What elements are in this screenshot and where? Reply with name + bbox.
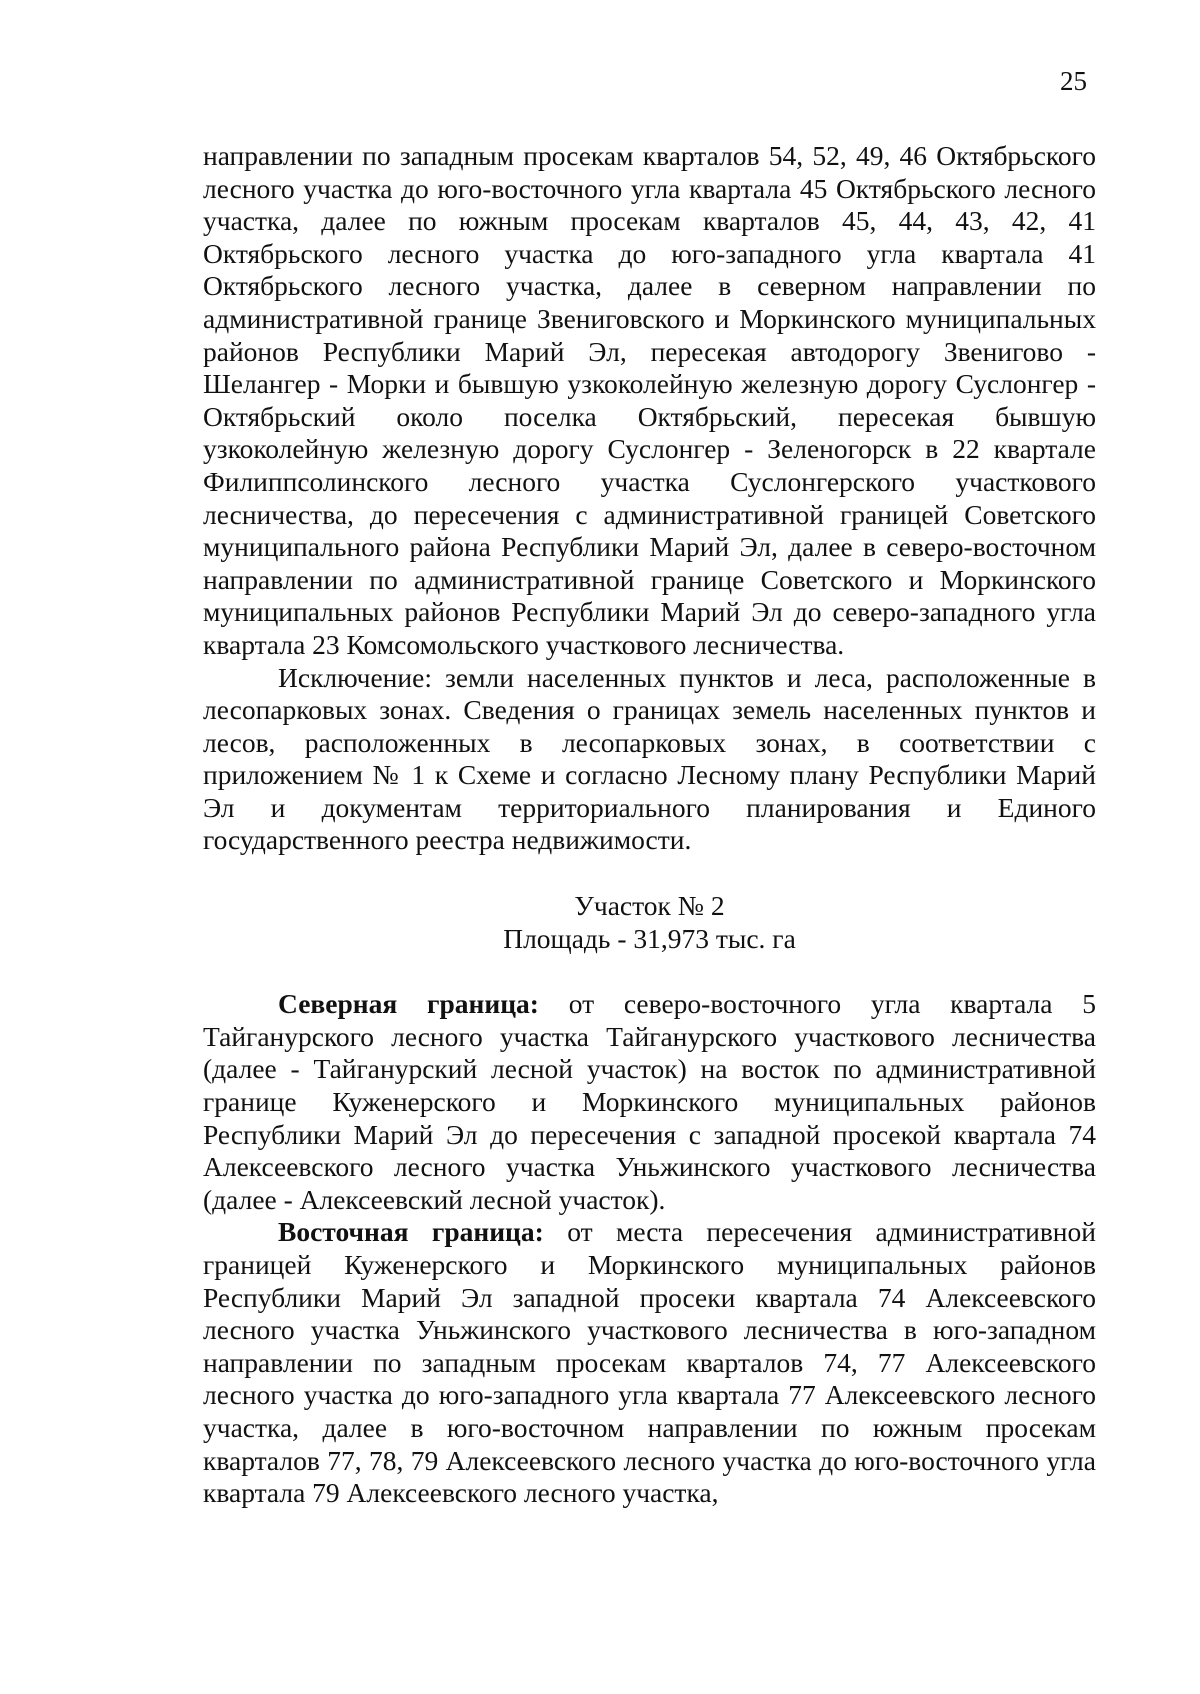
paragraph-north-border: [203, 988, 1096, 1216]
north-border-label: Северная граница:: [278, 988, 539, 1020]
document-body: [203, 140, 1096, 1510]
paragraph-exclusion: Исключение: земли населенных пунктов и леса, расположенные в лесопарковых зонах. Сведения о границах земель населенных пунктов и лесов, расположенных в лесопарковых зонах, в соответствии с приложением № 1 к Схеме и согласно Лесному плану Республики Марий Эл и документам территориального планирования и Единого государственного реестра недвижимости.: [203, 661, 1096, 856]
page-number: 25: [1060, 66, 1087, 96]
east-border-label: Восточная граница:: [278, 1216, 544, 1248]
paragraph-continuation: направлении по западным просекам кварталов 54, 52, 49, 46 Октябрьского лесного участка до юго-восточного угла квартала 45 Октябрьского лесного участка, далее по южным просекам кварталов 45, 44, 43, 42, 41 Октябрьского лесного участка до юго-западного угла квартала 41 Октябрьского лесного участка, далее в северном направлении по административной границе Звениговского и Моркинского муниципальных районов Республики Марий Эл, пересекая автодорогу Звенигово - Шелангер - Морки и бывшую узкоколейную железную дорогу Суслонгер - Октябрьский около поселка Октябрьский, пересекая бывшую узкоколейную железную дорогу Суслонгер - Зеленогорск в 22 квартале Филиппсолинского лесного участка Суслонгерского участкового лесничества, до пересечения с административной границей Советского муниципального района Республики Марий Эл, далее в северо-восточном направлении по административной границе Советского и Моркинского муниципальных районов Республики Марий Эл до северо-западного угла квартала 23 Комсомольского участкового лесничества.: [203, 140, 1096, 660]
section-title: Участок № 2: [574, 890, 725, 922]
section-heading: [203, 890, 1096, 955]
north-border-text: от северо-восточного угла квартала 5 Тайганурского лесного участка Тайганурского участкового лесничества (далее - Тайганурский лесной участок) на восток по административной границе Куженерского и Моркинского муниципальных районов Республики Марий Эл до пересечения с западной просекой квартала 74 Алексеевского лесного участка Уньжинского участкового лесничества (далее - Алексеевский лесной участок).: [203, 988, 1097, 1215]
section-area: Площадь - 31,973 тыс. га: [503, 922, 796, 954]
paragraph-east-border: [203, 1216, 1096, 1509]
east-border-text: от места пересечения административной границей Куженерского и Моркинского муниципальных районов Республики Марий Эл западной просеки квартала 74 Алексеевского лесного участка Уньжинского участкового лесничества в юго-западном направлении по западным просекам кварталов 74, 77 Алексеевского лесного участка до юго-западного угла квартала 77 Алексеевского лесного участка, далее в юго-восточном направлении по южным просекам кварталов 77, 78, 79 Алексеевского лесного участка до юго-восточного угла квартала 79 Алексеевского лесного участка,: [203, 1216, 1096, 1509]
